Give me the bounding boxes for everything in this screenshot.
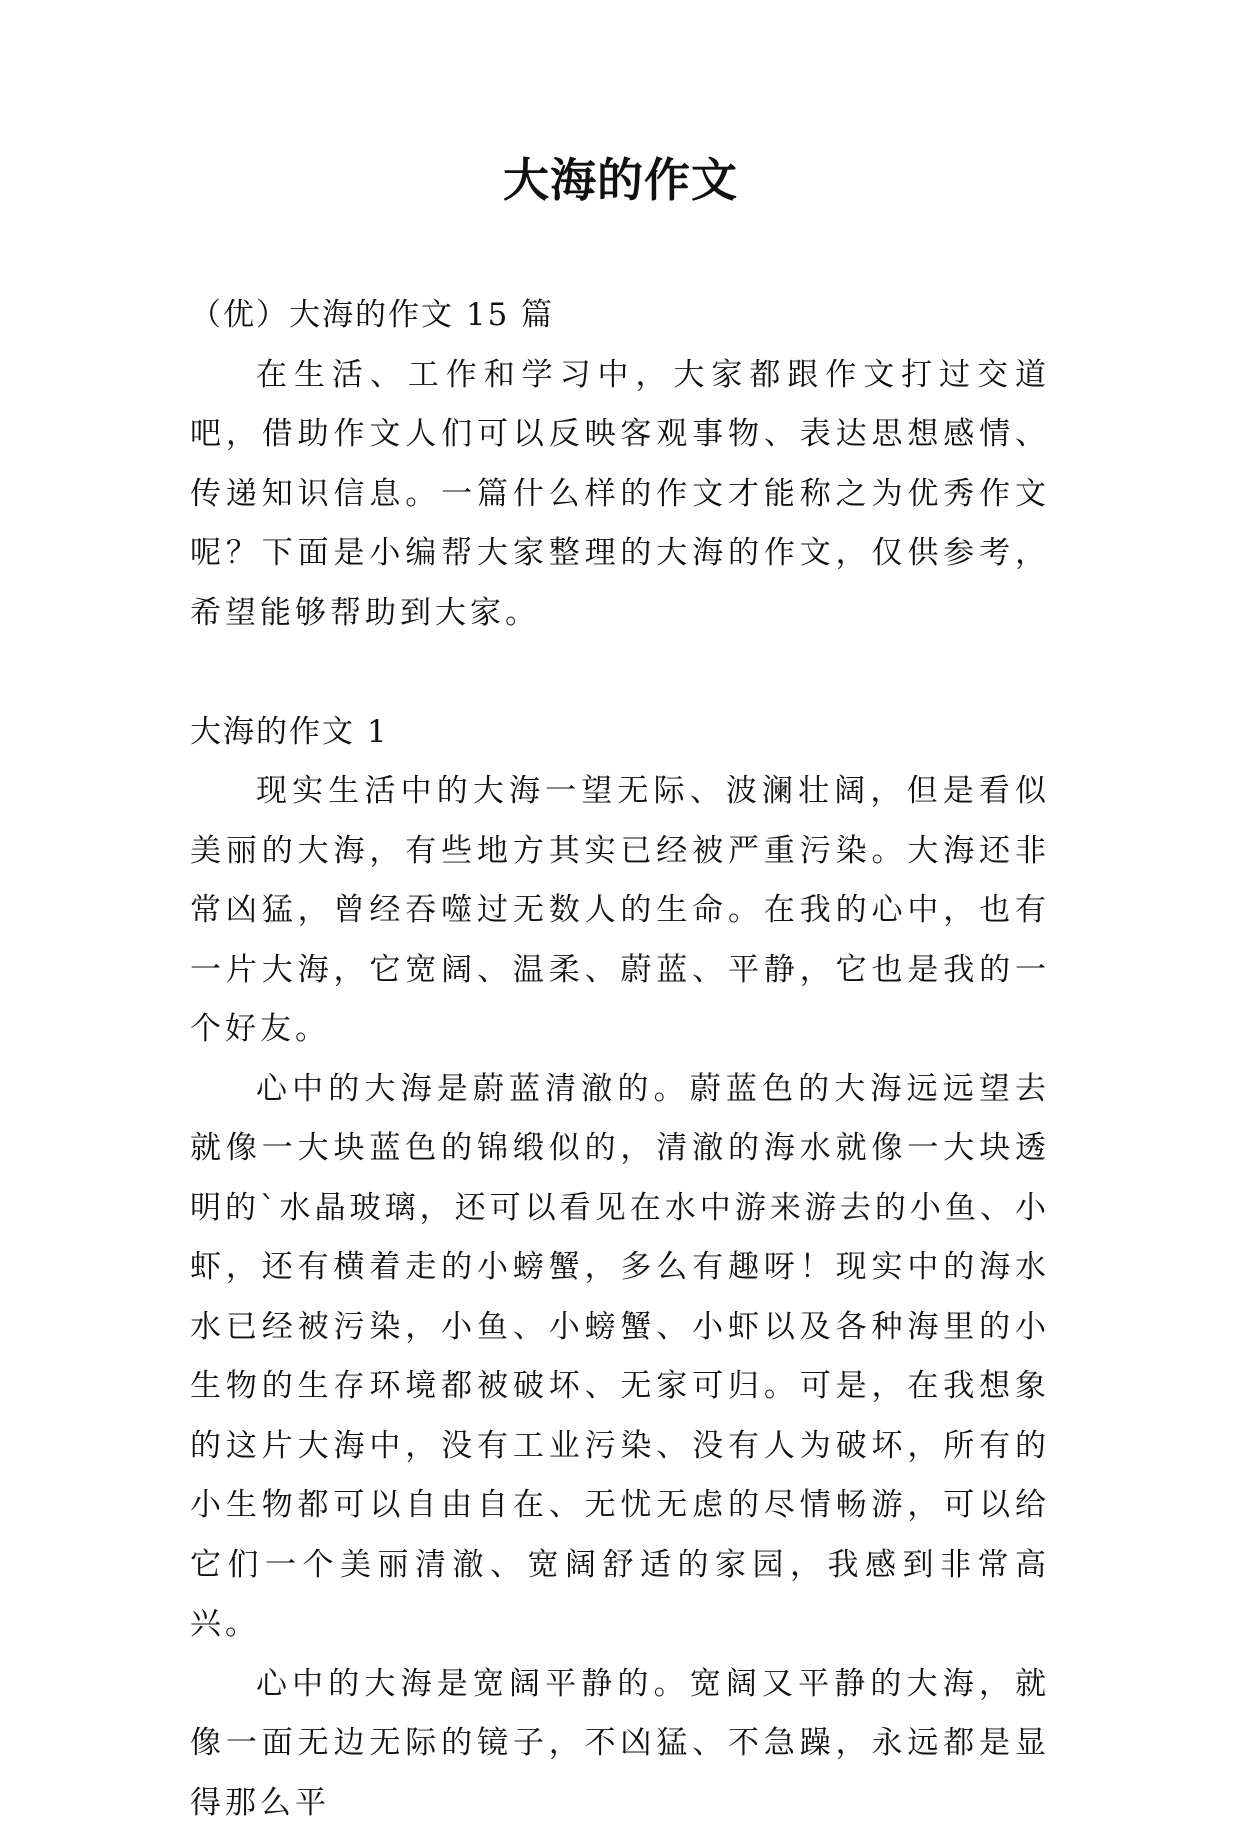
document-title: 大海的作文 <box>0 150 1241 210</box>
document-body <box>190 286 1050 1833</box>
body-paragraph: 心中的大海是蔚蓝清澈的。蔚蓝色的大海远远望去就像一大块蓝色的锦缎似的，清澈的海水就像一大块透明的`水晶玻璃，还可以看见在水中游来游去的小鱼、小虾，还有横着走的小螃蟹，多么有趣呀！现实中的海水水已经被污染，小鱼、小螃蟹、小虾以及各种海里的小生物的生存环境都被破坏、无家可归。可是，在我想象的这片大海中，没有工业污染、没有人为破坏，所有的小生物都可以自由自在、无忧无虑的尽情畅游，可以给它们一个美丽清澈、宽阔舒适的家园，我感到非常高兴。 <box>190 1060 1050 1655</box>
body-paragraph: 现实生活中的大海一望无际、波澜壮阔，但是看似美丽的大海，有些地方其实已经被严重污染。大海还非常凶猛，曾经吞噬过无数人的生命。在我的心中，也有一片大海，它宽阔、温柔、蔚蓝、平静，它也是我的一个好友。 <box>190 762 1050 1060</box>
intro-paragraph: 在生活、工作和学习中，大家都跟作文打过交道吧，借助作文人们可以反映客观事物、表达思想感情、传递知识信息。一篇什么样的作文才能称之为优秀作文呢？下面是小编帮大家整理的大海的作文，仅供参考，希望能够帮助到大家。 <box>190 346 1050 644</box>
document-subtitle: （优）大海的作文 15 篇 <box>190 286 1050 346</box>
body-paragraph: 心中的大海是宽阔平静的。宽阔又平静的大海，就像一面无边无际的镜子，不凶猛、不急躁，永远都是显得那么平 <box>190 1655 1050 1833</box>
paragraph-gap <box>190 643 1050 703</box>
section-heading: 大海的作文 1 <box>190 703 1050 763</box>
